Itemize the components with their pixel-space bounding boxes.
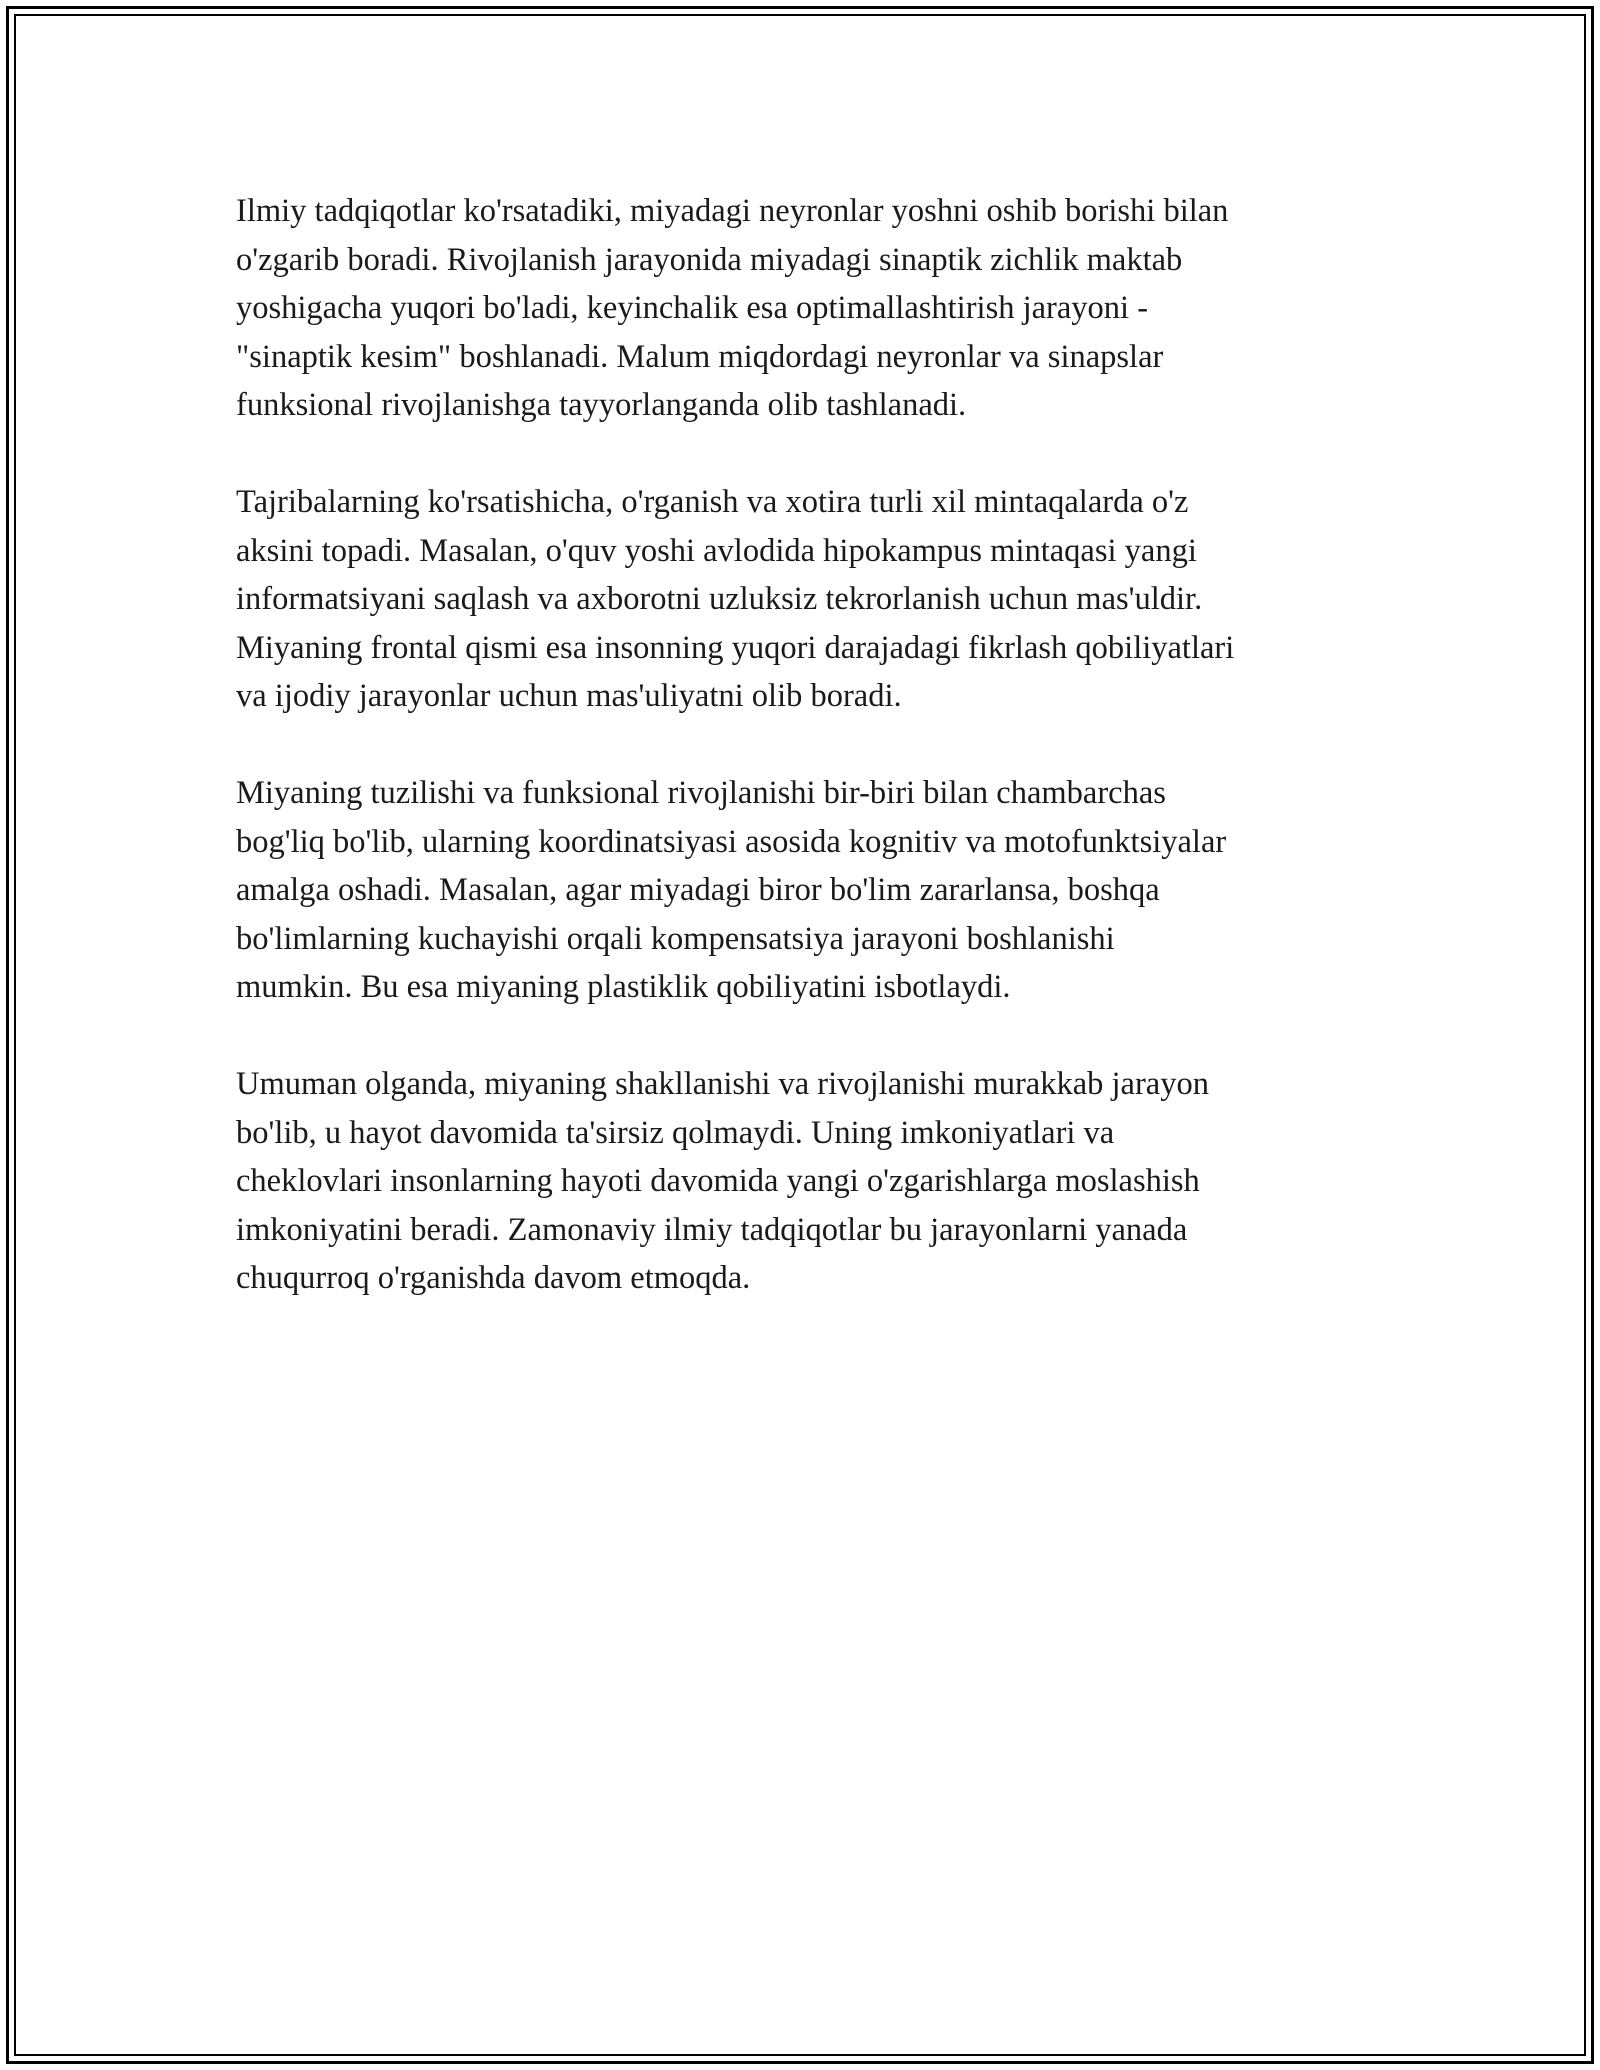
- paragraph-1: [236, 187, 1376, 430]
- text-line: bo'limlarning kuchayishi orqali kompensatsiya jarayoni boshlanishi: [236, 920, 1115, 957]
- text-line: bog'liq bo'lib, ularning koordinatsiyasi asosida kognitiv va motofunktsiyalar: [236, 823, 1227, 860]
- text-line: bo'lib, u hayot davomida ta'sirsiz qolmaydi. Uning imkoniyatlari va: [236, 1114, 1115, 1151]
- text-line: Tajribalarning ko'rsatishicha, o'rganish va xotira turli xil mintaqalarda o'z: [236, 484, 1189, 520]
- paragraph-4: [236, 1060, 1376, 1303]
- text-line: Ilmiy tadqiqotlar ko'rsatadiki, miyadagi neyronlar yoshni oshib borishi bilan: [236, 193, 1229, 229]
- text-line: o'zgarib boradi. Rivojlanish jarayonida miyadagi sinaptik zichlik maktab: [236, 241, 1183, 278]
- text-line: yoshigacha yuqori bo'ladi, keyinchalik esa optimallashtirish jarayoni -: [236, 290, 1149, 326]
- paragraph-3: [236, 769, 1376, 1012]
- text-line: cheklovlari insonlarning hayoti davomida yangi o'zgarishlarga moslashish: [236, 1163, 1200, 1199]
- text-line: imkoniyatini beradi. Zamonaviy ilmiy tadqiqotlar bu jarayonlarni yanada: [236, 1211, 1188, 1248]
- paragraph-2: [236, 478, 1376, 721]
- text-line: va ijodiy jarayonlar uchun mas'uliyatni olib boradi.: [236, 678, 902, 714]
- text-line: aksini topadi. Masalan, o'quv yoshi avlodida hipokampus mintaqasi yangi: [236, 532, 1197, 569]
- text-line: chuqurroq o'rganishda davom etmoqda.: [236, 1260, 751, 1296]
- text-line: "sinaptik kesim" boshlanadi. Malum miqdordagi neyronlar va sinapslar: [236, 338, 1164, 375]
- text-line: informatsiyani saqlash va axborotni uzluksiz tekrorlanish uchun mas'uldir.: [236, 581, 1203, 617]
- document-body: [236, 187, 1376, 1351]
- text-line: amalga oshadi. Masalan, agar miyadagi biror bo'lim zararlansa, boshqa: [236, 872, 1160, 908]
- text-line: Miyaning frontal qismi esa insonning yuqori darajadagi fikrlash qobiliyatlari: [236, 629, 1235, 666]
- text-line: Umuman olganda, miyaning shakllanishi va rivojlanishi murakkab jarayon: [236, 1066, 1209, 1102]
- text-line: Miyaning tuzilishi va funksional rivojlanishi bir-biri bilan chambarchas: [236, 775, 1166, 811]
- text-line: funksional rivojlanishga tayyorlanganda olib tashlanadi.: [236, 387, 967, 423]
- text-line: mumkin. Bu esa miyaning plastiklik qobiliyatini isbotlaydi.: [236, 969, 1011, 1005]
